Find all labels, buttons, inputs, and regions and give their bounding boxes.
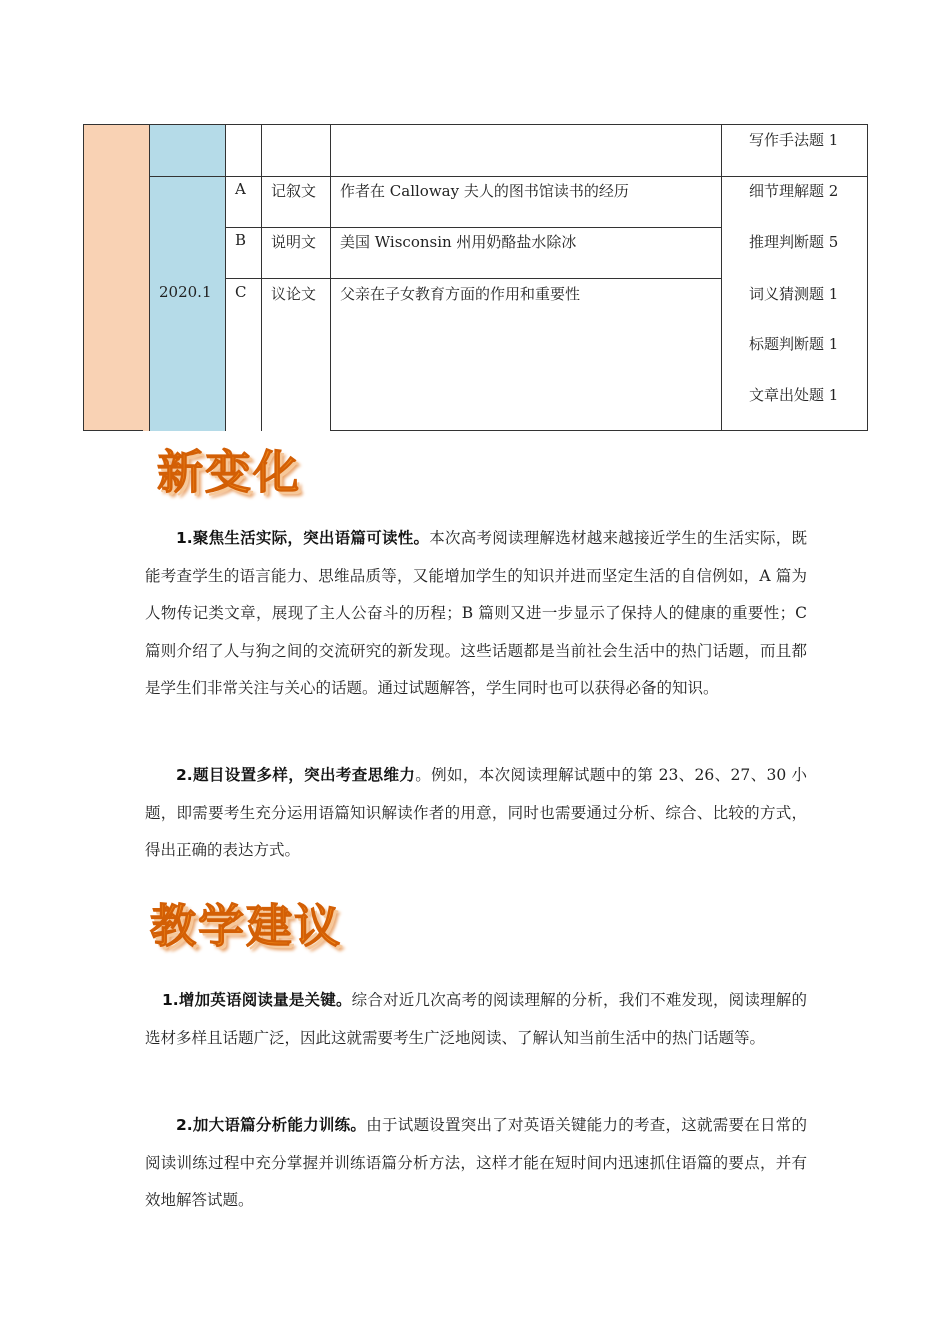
question-type-cell: 标题判断题 1 xyxy=(749,335,839,353)
section-heading-new-changes: 新变化 xyxy=(157,445,301,499)
passage-genre: 说明文 xyxy=(271,233,317,251)
table-row-divider xyxy=(150,176,868,177)
table-row-divider xyxy=(226,227,722,228)
table-col-line xyxy=(867,124,868,431)
question-type-cell: 细节理解题 2 xyxy=(749,182,839,200)
passage-topic: 美国 Wisconsin 州用奶酪盐水除冰 xyxy=(340,233,577,251)
question-type-cell: 词义猜测题 1 xyxy=(749,285,839,303)
paragraph xyxy=(145,982,807,1057)
section-heading-teaching-advice: 教学建议 xyxy=(150,899,342,953)
paragraph-text: 由于试题设置突出了对英语关键能力的考查，这就需要在日常的阅读训练过程中充分掌握并训练语篇分析方法，这样才能在短时间内迅速抓住语篇的要点，并有效地解答试题。 xyxy=(145,1116,807,1209)
table-col-line xyxy=(225,124,226,431)
table-col-line xyxy=(83,124,84,431)
paragraph-lead: 2.题目设置多样，突出考查思维力 xyxy=(176,766,416,784)
table-col-line xyxy=(330,124,331,431)
table-col-line xyxy=(149,124,150,431)
passage-label: A xyxy=(235,180,246,198)
year-color-cell xyxy=(150,125,225,431)
paragraph xyxy=(145,1107,807,1220)
paragraph-text: 综合对近几次高考的阅读理解的分析，我们不难发现，阅读理解的选材多样且话题广泛，因此这就需要考生广泛地阅读、了解认知当前生活中的热门话题等。 xyxy=(145,991,807,1047)
table-border-bottom xyxy=(83,430,143,431)
table-border-top xyxy=(83,124,868,125)
year-cell: 2020.1 xyxy=(159,283,212,301)
paragraph-lead: 1.聚焦生活实际，突出语篇可读性。 xyxy=(176,529,430,547)
paragraph-text: 。例如，本次阅读理解试题中的第 23、26、27、30 小题，即需要考生充分运用语篇知识解读作者的用意，同时也需要通过分析、综合、比较的方式，得出正确的表达方式。 xyxy=(145,766,807,859)
table-col-line xyxy=(261,124,262,431)
passage-genre: 记叙文 xyxy=(271,182,317,200)
passage-label: C xyxy=(235,283,247,301)
passage-topic: 作者在 Calloway 夫人的图书馆读书的经历 xyxy=(340,182,629,200)
passage-label: B xyxy=(235,231,247,249)
paragraph xyxy=(145,520,807,708)
paragraph xyxy=(145,757,807,870)
paragraph-lead: 2.加大语篇分析能力训练。 xyxy=(176,1116,367,1134)
passage-genre: 议论文 xyxy=(271,285,317,303)
table-row-divider xyxy=(226,278,722,279)
question-type-cell: 文章出处题 1 xyxy=(749,386,839,404)
question-type-cell: 写作手法题 1 xyxy=(749,131,839,149)
paragraph-text: 本次高考阅读理解选材越来越接近学生的生活实际，既能考查学生的语言能力、思维品质等，又能增加学生的知识并进而坚定生活的自信例如，A 篇为人物传记类文章，展现了主人公奋斗的历程；B 篇则又进一步显示了保持人的健康的重要性；C 篇则介绍了人与狗之间的交流研究的新发现。这些话题都是当前社会生活中的热门话题，而且都是学生们非常关注与关心的话题。通过试题解答，学生同时也可以获得必备的知识。 xyxy=(145,529,807,697)
table-border-bottom xyxy=(331,430,868,431)
table-col-line xyxy=(721,124,722,431)
question-type-cell: 推理判断题 5 xyxy=(749,233,839,251)
side-color-cell xyxy=(83,125,149,431)
paragraph-lead: 1.增加英语阅读量是关键。 xyxy=(162,991,352,1009)
passage-topic: 父亲在子女教育方面的作用和重要性 xyxy=(340,285,581,303)
